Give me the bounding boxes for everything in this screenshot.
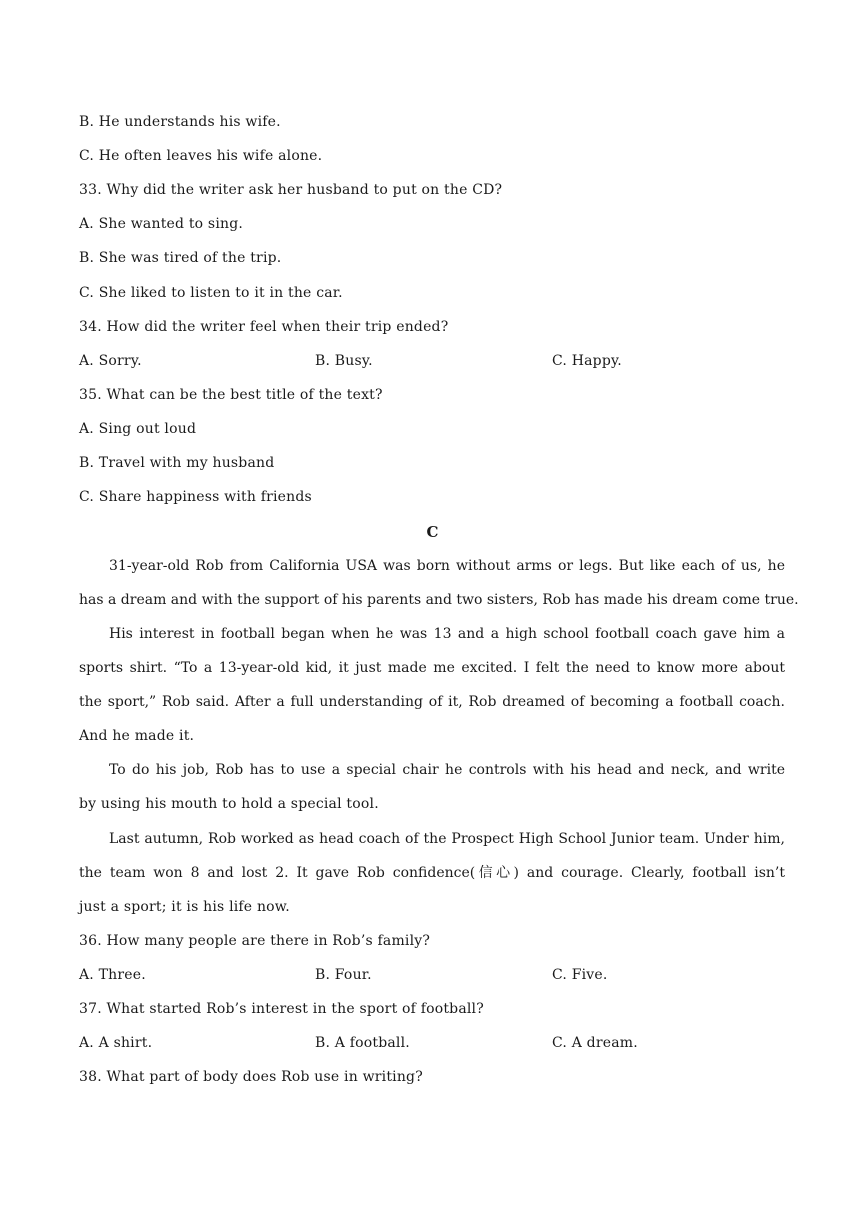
option-36a: A. Three. bbox=[79, 967, 146, 983]
question-38: 38. What part of body does Rob use in writing? bbox=[79, 1069, 423, 1085]
passage-line: by using his mouth to hold a special tool. bbox=[79, 796, 379, 812]
passage-line: His interest in football began when he was 13 and a high school football coach gave him a bbox=[109, 626, 785, 642]
passage-line: sports shirt. “To a 13-year-old kid, it just made me excited. I felt the need to know more about bbox=[79, 660, 785, 676]
option-33a: A. She wanted to sing. bbox=[79, 216, 244, 232]
option-35c: C. Share happiness with friends bbox=[79, 489, 312, 505]
question-37: 37. What started Rob’s interest in the sport of football? bbox=[79, 1001, 484, 1017]
option-37b: B. A football. bbox=[315, 1035, 410, 1051]
option-34b: B. Busy. bbox=[315, 353, 373, 369]
passage-line: the team won 8 and lost 2. It gave Rob confidence(信心) and courage. Clearly, football isn’t bbox=[79, 865, 785, 881]
passage-line: the sport,” Rob said. After a full understanding of it, Rob dreamed of becoming a football coach. bbox=[79, 694, 785, 710]
option-37a: A. A shirt. bbox=[79, 1035, 153, 1051]
option-37c: C. A dream. bbox=[552, 1035, 638, 1051]
passage-line: 31-year-old Rob from California USA was born without arms or legs. But like each of us, he bbox=[109, 558, 785, 574]
passage-line: just a sport; it is his life now. bbox=[79, 899, 290, 915]
question-36-options bbox=[79, 965, 785, 985]
option-34a: A. Sorry. bbox=[79, 353, 142, 369]
question-36: 36. How many people are there in Rob’s family? bbox=[79, 933, 431, 949]
option-35a: A. Sing out loud bbox=[79, 421, 197, 437]
section-heading: C bbox=[426, 523, 439, 541]
option-33c: C. She liked to listen to it in the car. bbox=[79, 285, 343, 301]
question-34: 34. How did the writer feel when their trip ended? bbox=[79, 319, 449, 335]
question-37-options bbox=[79, 1033, 785, 1053]
option-33b: B. She was tired of the trip. bbox=[79, 250, 282, 266]
passage-line: has a dream and with the support of his parents and two sisters, Rob has made his dream come true. bbox=[79, 592, 799, 608]
option-34c: C. Happy. bbox=[552, 353, 622, 369]
passage-line: And he made it. bbox=[79, 728, 195, 744]
option-35b: B. Travel with my husband bbox=[79, 455, 275, 471]
option-32b: B. He understands his wife. bbox=[79, 114, 281, 130]
option-36b: B. Four. bbox=[315, 967, 372, 983]
passage-line: Last autumn, Rob worked as head coach of the Prospect High School Junior team. Under him, bbox=[109, 831, 785, 847]
question-34-options bbox=[79, 351, 785, 371]
passage-line: To do his job, Rob has to use a special chair he controls with his head and neck, and write bbox=[109, 762, 785, 778]
question-35: 35. What can be the best title of the text? bbox=[79, 387, 383, 403]
option-32c: C. He often leaves his wife alone. bbox=[79, 148, 323, 164]
question-33: 33. Why did the writer ask her husband to put on the CD? bbox=[79, 182, 503, 198]
option-36c: C. Five. bbox=[552, 967, 608, 983]
